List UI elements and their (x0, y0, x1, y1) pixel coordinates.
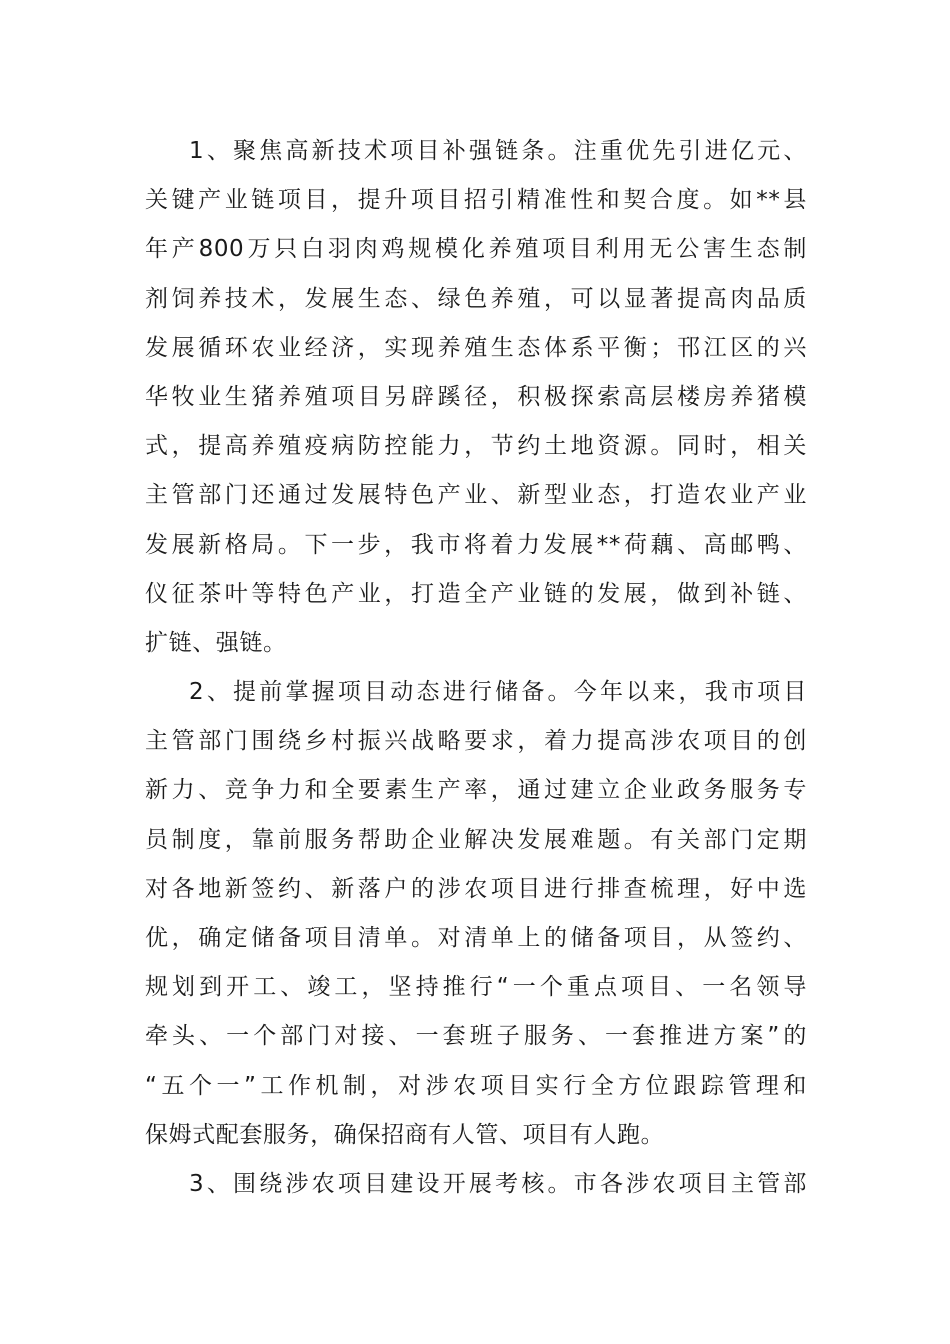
paragraph-line: 关键产业链项目，提升项目招引精准性和契合度。如**县 (145, 187, 807, 214)
paragraph-line: 华牧业生猪养殖项目另辟蹊径，积极探索高层楼房养猪模 (145, 383, 807, 410)
paragraph-line: 发展循环农业经济，实现养殖生态体系平衡；邗江区的兴 (145, 334, 807, 361)
paragraph-line: 剂饲养技术，发展生态、绿色养殖，可以显著提高肉品质 (145, 285, 807, 312)
paragraph-line: 对各地新签约、新落户的涉农项目进行排查梳理，好中选 (145, 875, 807, 902)
paragraph-line: “五个一”工作机制，对涉农项目实行全方位跟踪管理和 (145, 1072, 807, 1099)
paragraph-2 (145, 668, 807, 1160)
paragraph-line: 牵头、一个部门对接、一套班子服务、一套推进方案”的 (145, 1023, 807, 1050)
paragraph-line: 发展新格局。下一步，我市将着力发展**荷藕、高邮鸭、 (145, 531, 807, 558)
paragraph-line: 规划到开工、竣工，坚持推行“一个重点项目、一名领导 (145, 974, 807, 1001)
paragraph-line: 1、聚焦高新技术项目补强链条。注重优先引进亿元、 (189, 138, 807, 164)
paragraph-line: 优，确定储备项目清单。对清单上的储备项目，从签约、 (145, 925, 807, 951)
paragraph-line: 2、提前掌握项目动态进行储备。今年以来，我市项目 (189, 679, 807, 706)
paragraph-line: 年产800万只白羽肉鸡规模化养殖项目利用无公害生态制 (145, 236, 807, 263)
paragraph-line: 扩链、强链。 (145, 629, 287, 656)
paragraph-line: 式，提高养殖疫病防控能力，节约土地资源。同时，相关 (145, 433, 807, 460)
paragraph-line: 保姆式配套服务，确保招商有人管、项目有人跑。 (145, 1121, 665, 1148)
paragraph-line: 仪征茶叶等特色产业，打造全产业链的发展，做到补链、 (145, 580, 807, 607)
paragraph-line: 主管部门还通过发展特色产业、新型业态，打造农业产业 (145, 482, 807, 509)
paragraph-line: 主管部门围绕乡村振兴战略要求，着力提高涉农项目的创 (145, 728, 807, 755)
document-body (145, 127, 807, 1209)
paragraph-1 (145, 127, 807, 668)
paragraph-3 (145, 1160, 807, 1209)
paragraph-line: 员制度，靠前服务帮助企业解决发展难题。有关部门定期 (145, 826, 807, 853)
paragraph-line: 3、围绕涉农项目建设开展考核。市各涉农项目主管部 (189, 1170, 807, 1197)
paragraph-line: 新力、竞争力和全要素生产率，通过建立企业政务服务专 (145, 777, 807, 804)
